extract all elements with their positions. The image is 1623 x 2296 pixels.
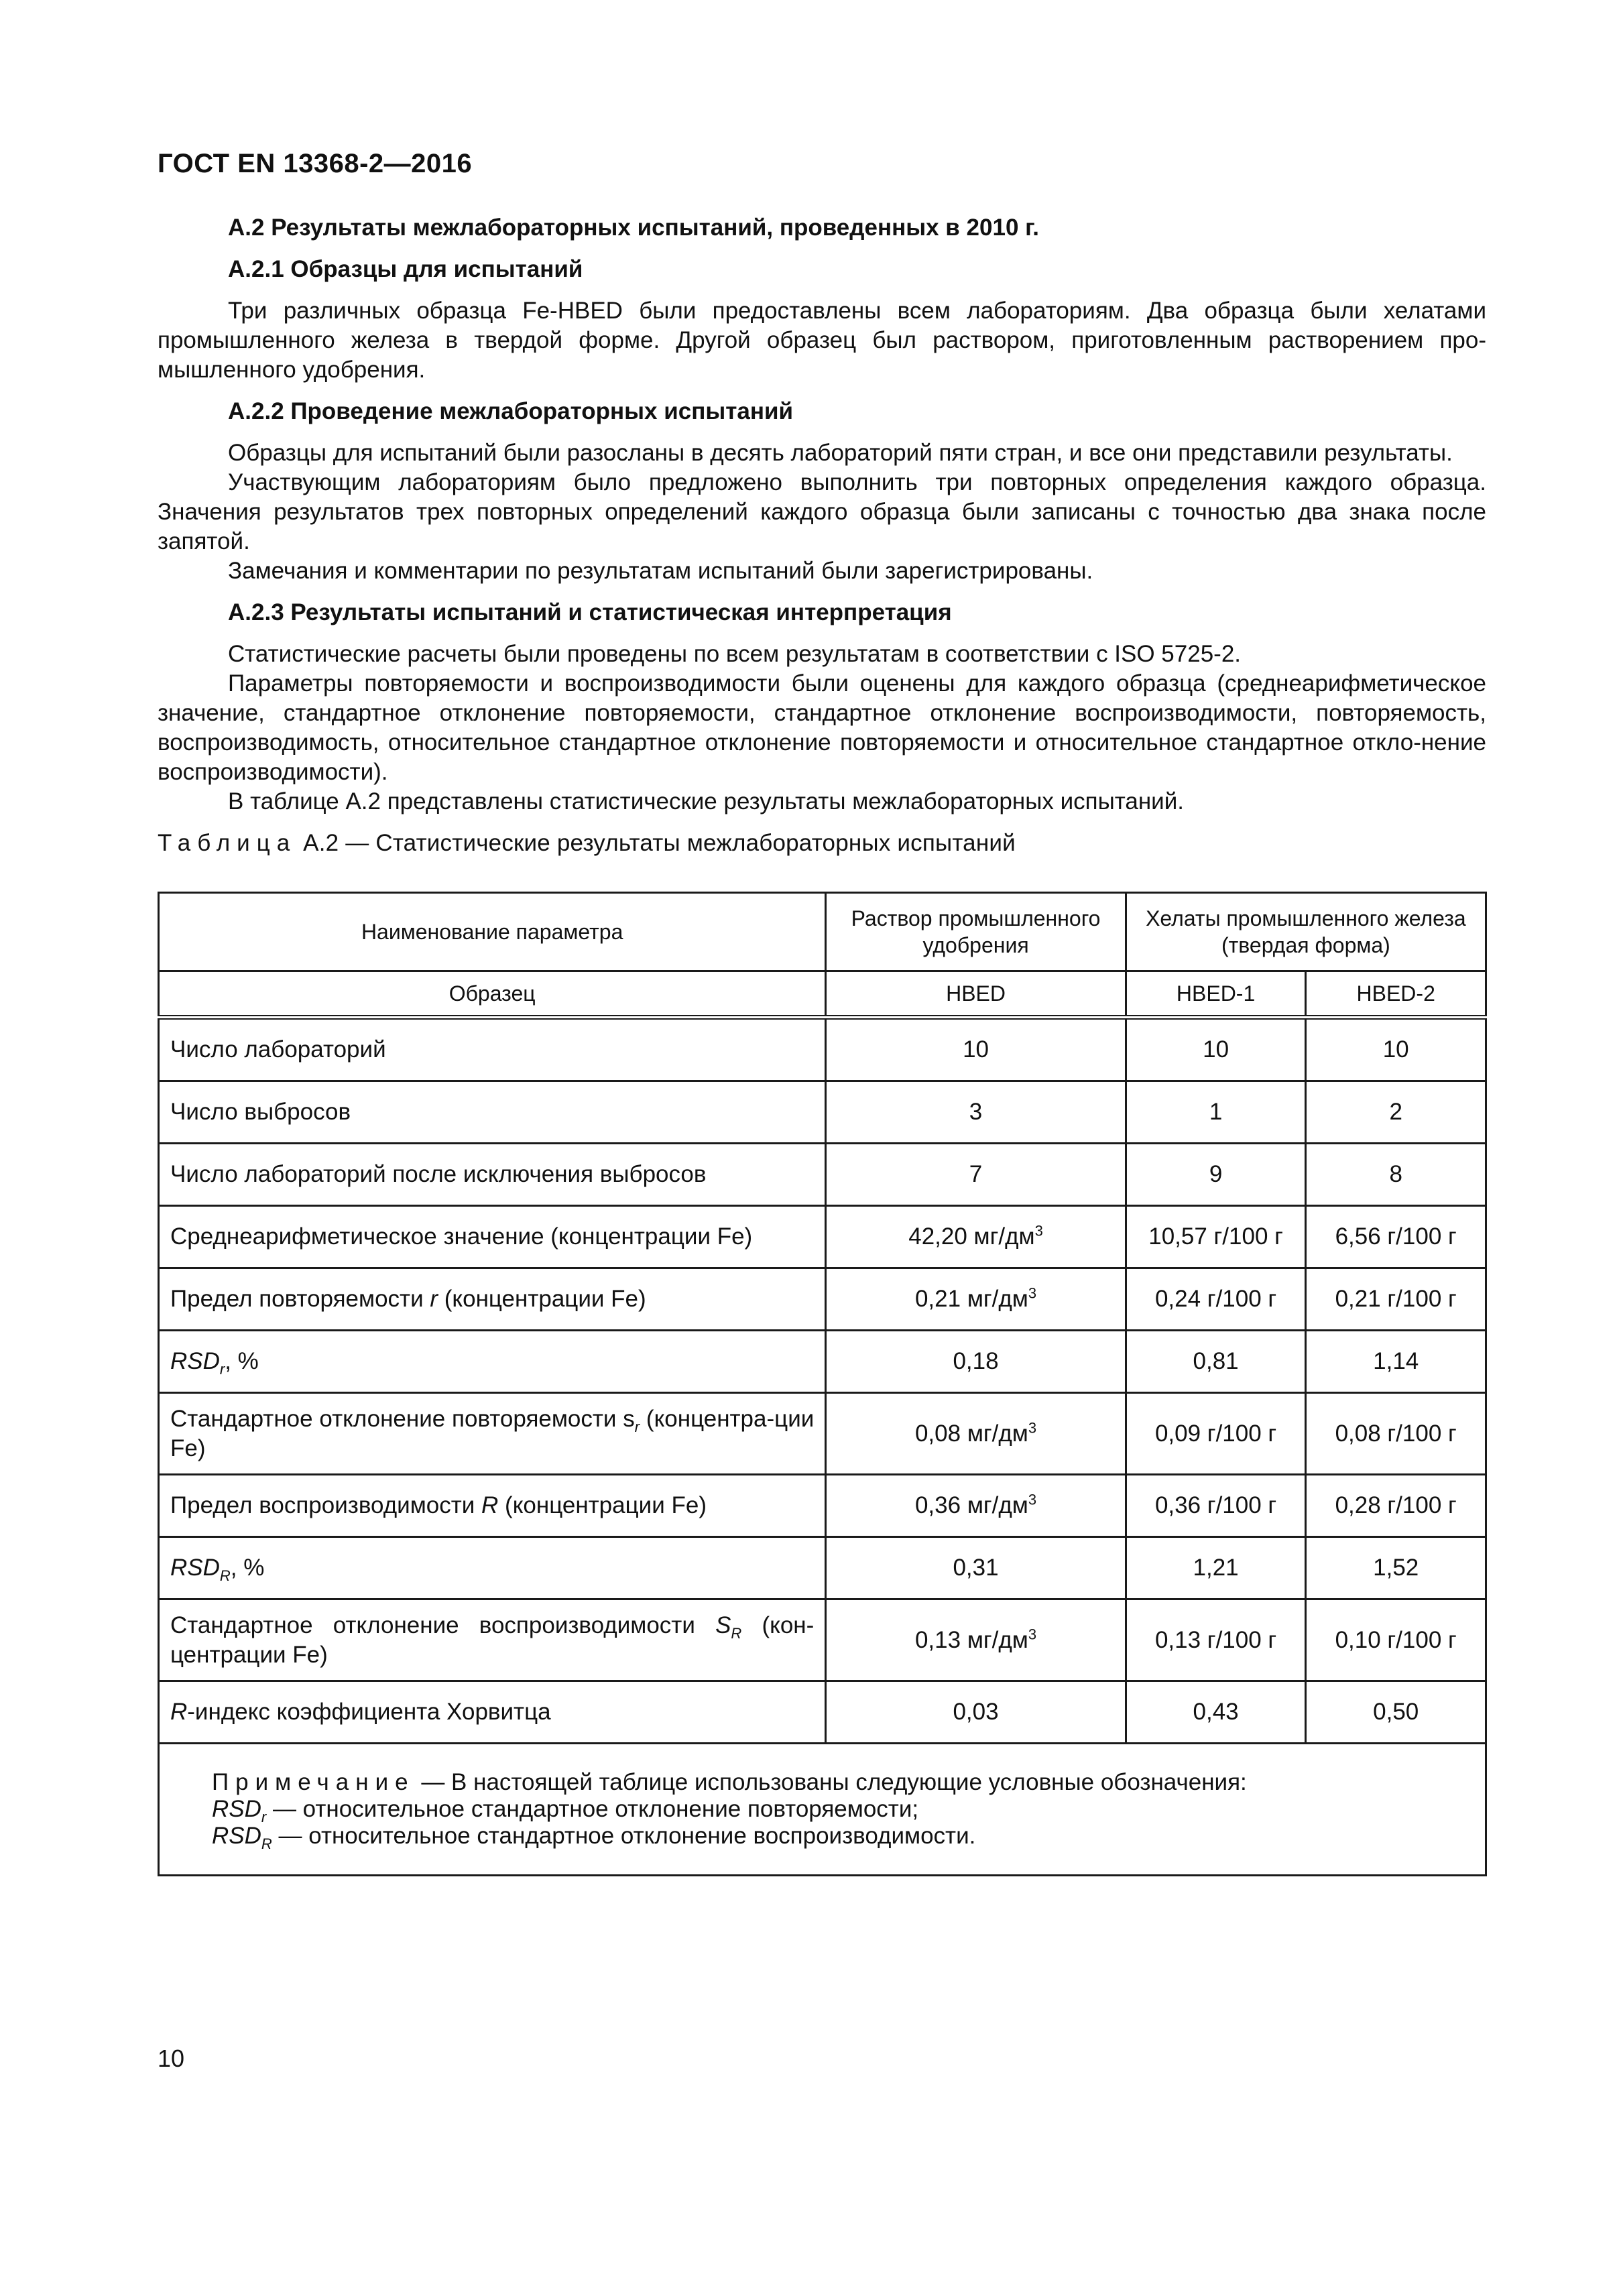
cell-value: 0,21 г/100 г <box>1306 1268 1486 1331</box>
sample-hbed: HBED <box>826 971 1126 1018</box>
cell-value: 0,43 <box>1126 1681 1306 1744</box>
cell-value: 0,10 г/100 г <box>1306 1599 1486 1681</box>
table-sample-row <box>159 971 1486 1018</box>
paragraph-a23-3: В таблице А.2 представлены статистические результаты межлабораторных испытаний. <box>228 788 1185 814</box>
cell-value: 0,36 г/100 г <box>1126 1475 1306 1537</box>
cell-value: 10 <box>1126 1018 1306 1081</box>
cell-value: 0,13 г/100 г <box>1126 1599 1306 1681</box>
section-title-a23: А.2.3 Результаты испытаний и статистическая интерпретация <box>228 599 952 625</box>
note-line-3: $RSD_R$ — относительное стандартное отклонение воспроизводимости. <box>212 1823 976 1852</box>
document-body <box>158 213 1486 858</box>
table-caption-word: Таблица <box>158 830 297 856</box>
paragraph-a22-2: Участвующим лабораториям было предложено выполнить три повторных определения каждого образца. Значения результатов трех повторных определений каждого образца были записаны с точностью два знака после запятой. <box>158 469 1486 554</box>
document-header: ГОСТ EN 13368-2—2016 <box>158 149 473 178</box>
table-row <box>159 1393 1486 1475</box>
statistics-table <box>158 892 1487 1876</box>
row-label: Число выбросов <box>159 1081 826 1144</box>
row-label: Среднеарифметическое значение (концентрации Fe) <box>159 1206 826 1268</box>
table-row <box>159 1144 1486 1206</box>
cell-value: 0,08 г/100 г <box>1306 1393 1486 1475</box>
cell-value: 0,50 <box>1306 1681 1486 1744</box>
cell-value: 0,28 г/100 г <box>1306 1475 1486 1537</box>
paragraph-a23-1: Статистические расчеты были проведены по всем результатам в соответствии с ISO 5725-2. <box>228 641 1242 667</box>
sample-hbed-1: HBED-1 <box>1126 971 1306 1018</box>
note-line-2: $RSD_r$ — относительное стандартное отклонение повторяемости; <box>212 1796 919 1825</box>
row-label: Стандартное отклонение воспроизводимости $S_R$ (кон-центрации Fe) <box>159 1599 826 1681</box>
paragraph-a22-3: Замечания и комментарии по результатам испытаний были зарегистрированы. <box>228 558 1093 584</box>
cell-value: 0,24 г/100 г <box>1126 1268 1306 1331</box>
row-label: Предел повторяемости r (концентрации Fe) <box>159 1268 826 1331</box>
sample-hbed-2: HBED-2 <box>1306 971 1486 1018</box>
cell-value: 3 <box>826 1081 1126 1144</box>
cell-value: 10 <box>1306 1018 1486 1081</box>
row-label: Число лабораторий после исключения выбросов <box>159 1144 826 1206</box>
cell-value: 1,21 <box>1126 1537 1306 1599</box>
header-chelates: Хелаты промышленного железа (твердая форма) <box>1126 893 1486 971</box>
cell-value: 1,14 <box>1306 1331 1486 1393</box>
table-row <box>159 1331 1486 1393</box>
table-note <box>159 1744 1486 1876</box>
row-label: $RSD_R$, % <box>159 1537 826 1599</box>
cell-value: 0,81 <box>1126 1331 1306 1393</box>
cell-value: 9 <box>1126 1144 1306 1206</box>
section-title-a2: А.2 Результаты межлабораторных испытаний, проведенных в 2010 г. <box>228 215 1039 241</box>
sample-label: Образец <box>159 971 826 1018</box>
cell-value: 8 <box>1306 1144 1486 1206</box>
paragraph-a21-1: Три различных образца Fe-HBED были предоставлены всем лабораториям. Два образца были хелатами промышленного железа в твердой форме. Другой образец был раствором, приготовленным растворением про-мышленного удобрения. <box>158 298 1486 383</box>
cell-value: 0,13 $мг/дм^3$ <box>826 1599 1126 1681</box>
row-label: Предел воспроизводимости R (концентрации Fe) <box>159 1475 826 1537</box>
cell-value: 1 <box>1126 1081 1306 1144</box>
cell-value: 6,56 г/100 г <box>1306 1206 1486 1268</box>
cell-value: 10 <box>826 1018 1126 1081</box>
row-label: Число лабораторий <box>159 1018 826 1081</box>
header-param: Наименование параметра <box>159 893 826 971</box>
section-title-a22: А.2.2 Проведение межлабораторных испытаний <box>228 398 794 424</box>
cell-value: 0,03 <box>826 1681 1126 1744</box>
note-line-1: Примечание — В настоящей таблице использованы следующие условные обозначения: <box>212 1769 1247 1795</box>
cell-value: 10,57 г/100 г <box>1126 1206 1306 1268</box>
section-title-a21: А.2.1 Образцы для испытаний <box>228 256 583 282</box>
table-row <box>159 1681 1486 1744</box>
cell-value: 0,08 $мг/дм^3$ <box>826 1393 1126 1475</box>
page-number: 10 <box>158 2045 185 2072</box>
cell-value: 0,21 $мг/дм^3$ <box>826 1268 1126 1331</box>
row-label: $RSD_r$, % <box>159 1331 826 1393</box>
header-solution: Раствор промышленного удобрения <box>826 893 1126 971</box>
cell-value: 2 <box>1306 1081 1486 1144</box>
table-header-row <box>159 893 1486 971</box>
table-row <box>159 1081 1486 1144</box>
cell-value: 0,09 г/100 г <box>1126 1393 1306 1475</box>
cell-value: 0,31 <box>826 1537 1126 1599</box>
paragraph-a22-1: Образцы для испытаний были разосланы в десять лабораторий пяти стран, и все они представили результаты. <box>228 440 1453 466</box>
cell-value: 7 <box>826 1144 1126 1206</box>
table-row <box>159 1018 1486 1081</box>
cell-value: 42,20 $мг/дм^3$ <box>826 1206 1126 1268</box>
table-caption-text: А.2 — Статистические результаты межлабораторных испытаний <box>303 830 1016 856</box>
cell-value: 0,18 <box>826 1331 1126 1393</box>
table-caption <box>158 829 1486 858</box>
cell-value: 0,36 $мг/дм^3$ <box>826 1475 1126 1537</box>
paragraph-a23-2: Параметры повторяемости и воспроизводимости были оценены для каждого образца (среднеарифметическое значение, стандартное отклонение повторяемости, стандартное отклонение воспроизводимости, повторяемость, воспроизводимость, относительное стандартное отклонение повторяемости и относительное стандартное откло-нение воспроизводимости). <box>158 670 1486 785</box>
row-label: R-индекс коэффициента Хорвитца <box>159 1681 826 1744</box>
table-note-row <box>159 1744 1486 1876</box>
table-row <box>159 1268 1486 1331</box>
table-row <box>159 1475 1486 1537</box>
row-label: Стандартное отклонение повторяемости $s_r$ (концентра-ции Fe) <box>159 1393 826 1475</box>
table-row <box>159 1537 1486 1599</box>
cell-value: 1,52 <box>1306 1537 1486 1599</box>
table-row <box>159 1599 1486 1681</box>
table-row <box>159 1206 1486 1268</box>
